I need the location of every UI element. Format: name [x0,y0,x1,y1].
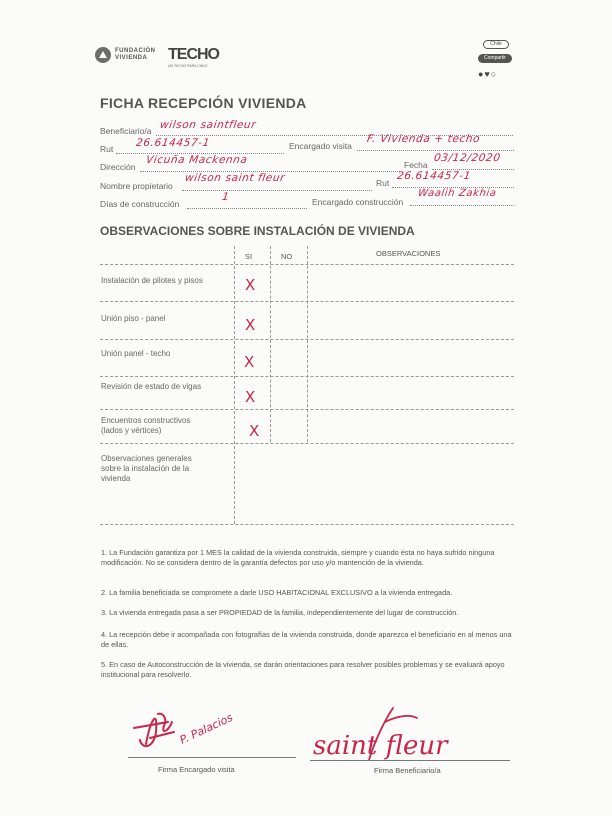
col-divider-1 [234,246,235,524]
signature-encargado [128,692,278,762]
signature-encargado-text: P. Palacios [177,710,235,747]
row-label-encuentros: Encuentros constructivos (lados y vértices) [101,416,191,435]
encargado-construccion-line [410,205,514,206]
checkmark-si-piso-panel[interactable]: X [245,316,256,334]
signature-caption-left: Firma Encargado visita [158,765,235,774]
row-label-vigas: Revisión de estado de vigas [101,382,202,391]
row-divider [100,443,514,444]
col-si-header: SI [245,252,253,261]
techo-subtitle: UN TECHO PARA CHILE [168,64,208,68]
chile-compartir-badge [475,40,517,82]
encargado-construccion-label: Encargado construcción [312,197,404,207]
row-label-piso-panel: Unión piso - panel [101,314,166,323]
badge-compartir: Compartir [478,54,512,63]
checkmark-si-vigas[interactable]: X [245,388,256,406]
note-5: 5. En caso de Autoconstrucción de la vivienda, se darán orientaciones para resolver posibles problemas y se evaluará apoyo institucional para resolverlo. [101,660,505,679]
col-divider-2 [270,246,271,442]
row-label-panel-techo: Unión panel - techo [101,349,171,358]
rut2-label: Rut [376,178,390,188]
row-divider [100,409,514,410]
col-no-header: NO [281,252,293,261]
row-divider [100,524,514,525]
encargado-visita-value[interactable]: F. Vivienda + techo [366,133,481,145]
row-divider [100,376,514,377]
rut-label: Rut [100,144,114,154]
row-divider [100,339,514,340]
beneficiario-label: Beneficiario/a [100,126,152,136]
col-obs-header: OBSERVACIONES [376,249,441,258]
checkmark-si-panel-techo[interactable]: X [244,353,255,371]
propietario-label: Nombre propietario [100,181,173,191]
encargado-construccion-value[interactable]: Waalih Zakhia [417,188,498,199]
badge-heart-icons: ●♥○ [478,69,498,79]
badge-chile: Chile [483,40,509,49]
propietario-value[interactable]: wilson saint fleur [184,172,286,184]
encargado-visita-label: Encargado visita [289,141,352,151]
fecha-value[interactable]: 03/12/2020 [433,152,502,164]
checkmark-si-encuentros[interactable]: X [249,422,260,440]
col-divider-3 [307,246,308,442]
dias-line [187,208,307,209]
rut2-value[interactable]: 26.614457-1 [396,170,472,182]
note-3: 3. La vivienda entregada pasa a ser PROPIEDAD de la familia, independientemente del lugar de construcción. [101,608,459,617]
encargado-visita-line [357,150,514,151]
observaciones-title: OBSERVACIONES SOBRE INSTALACIÓN DE VIVIENDA [100,224,415,238]
techo-wordmark: TECHO [168,46,219,63]
signature-line-right [310,760,510,761]
row-label-pilotes: Instalación de pilotes y pisos [101,276,203,285]
propietario-line [182,190,372,191]
techo-logo [168,47,219,68]
row-label-generales: Observaciones generales sobre la instalación de la vivienda [101,454,192,483]
dias-label: Días de construcción [100,199,180,209]
direccion-value[interactable]: Vicuña Mackenna [145,154,249,166]
beneficiario-value[interactable]: wilson saintfleur [159,119,257,131]
page-title: FICHA RECEPCIÓN VIVIENDA [100,95,307,111]
row-divider [100,301,514,302]
fundacion-line1: FUNDACIÓN [115,48,156,54]
signature-caption-right: Firma Beneficiario/a [374,766,441,775]
signature-beneficiario-text: saint fleur [313,731,448,761]
note-2: 2. La familia beneficiada se compromete a darle USO HABITACIONAL EXCLUSIVO a la vivienda entregada. [101,588,453,597]
row-divider [100,264,514,265]
note-4: 4. La recepción debe ir acompañada con fotografías de la vivienda construida, donde aparezca el beneficiario en al menos una de ellas. [101,630,512,649]
rut-value[interactable]: 26.614457-1 [135,137,211,149]
note-1: 1. La Fundación garantiza por 1 MES la calidad de la vivienda construida, siempre y cuando ésta no haya sufrido ninguna modificación. No se considera dentro de la garantía defectos por uso y/o mantención de la vivienda. [101,548,495,567]
checkmark-si-pilotes[interactable]: X [245,276,256,294]
fecha-label: Fecha [404,160,428,170]
signature-line-left [128,757,296,758]
fundacion-vivienda-logo [95,47,156,63]
fundacion-house-icon [95,47,111,63]
fundacion-line2: VIVIENDA [115,55,148,61]
direccion-label: Dirección [100,162,136,172]
dias-value[interactable]: 1 [221,191,231,203]
